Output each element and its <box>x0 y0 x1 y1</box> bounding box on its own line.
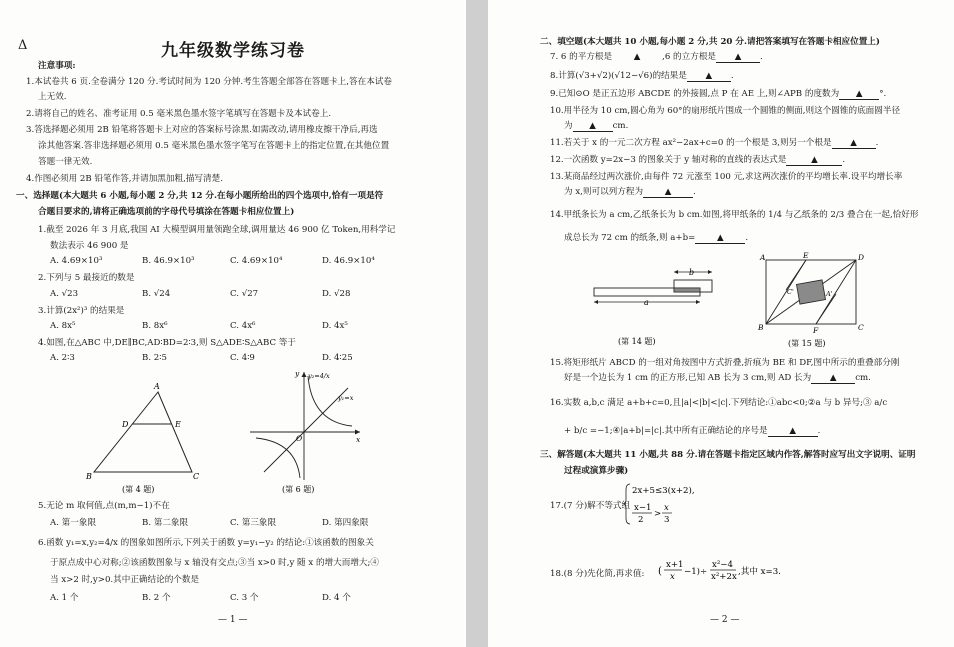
q17-inequality-system <box>624 480 744 528</box>
figure-15-rectangle <box>758 250 868 350</box>
answer-blank: ▲ <box>832 138 876 149</box>
q18-expression <box>658 556 798 590</box>
q5-option-c: C. 第三象限 <box>230 518 277 528</box>
figure-4-triangle <box>80 380 210 495</box>
notice-line: 涂其他答案.答非选择题必须用 0.5 毫米黑色墨水签字笔写在答题卡上的指定位置,在其他位置 <box>38 141 390 151</box>
fig15-caption: (第 15 题) <box>788 339 826 348</box>
fig15-label-e: E <box>803 251 809 260</box>
fig15-label-f: F <box>813 326 819 335</box>
q5-option-a: A. 第一象限 <box>50 518 97 528</box>
fig6-origin: O <box>296 434 303 443</box>
q1-option-d: D. 46.9×10⁴ <box>322 256 375 266</box>
q4-option-d: D. 4∶25 <box>322 353 353 363</box>
question-14: 14.甲纸条长为 a cm,乙纸条长为 b cm.如图,将甲纸条的 1/4 与乙纸条的 2/3 叠合在一起,恰好形 <box>550 210 919 220</box>
question-6: 6.函数 y₁=x,y₂=4/x 的图象如图所示,下列关于函数 y=y₁−y₂ 的结论:①该函数的图象关 <box>38 538 374 548</box>
q4-option-c: C. 4∶9 <box>230 353 255 363</box>
answer-blank: ▲ <box>811 373 855 384</box>
question-13: 为 x,则可以列方程为 ▲ . <box>564 187 696 197</box>
fig14-label-a: a <box>644 298 649 307</box>
svg-text:−1)÷: −1)÷ <box>684 567 708 577</box>
q6-option-c: C. 3 个 <box>230 593 259 603</box>
question-12: 12.一次函数 y=2x−3 的图象关于 y 轴对称的直线的表达式是 ▲ . <box>550 155 846 165</box>
q17-eq1: 2x+5≤3(x+2), <box>632 486 695 496</box>
q18-den2: x²+2x <box>711 572 737 582</box>
q2-option-c: C. √27 <box>230 289 259 299</box>
q17-den1: 2 <box>638 515 644 525</box>
answer-blank: ▲ <box>716 52 760 63</box>
fig14-caption: (第 14 题) <box>618 337 656 346</box>
question-10: 10.用半径为 10 cm,圆心角为 60°的扇形纸片围成一个圆锥的侧面,则这个圆锥的底面圆半径 <box>550 106 901 116</box>
answer-blank: ▲ <box>695 233 745 244</box>
answer-blank: ▲ <box>786 155 842 166</box>
question-9: 9.已知⊙O 是正五边形 ABCDE 的外接圆,点 P 在 AE 上,则∠APB 的度数为 ▲ °. <box>550 89 887 99</box>
q1-option-c: C. 4.69×10⁴ <box>230 256 283 266</box>
fig6-label-y2: y₂=4/x <box>308 372 330 380</box>
question-2: 2.下列与 5 最接近的数是 <box>38 273 135 283</box>
figure-6-graph <box>244 366 374 494</box>
notice-line: 上无效. <box>38 92 67 102</box>
q5-option-d: D. 第四象限 <box>322 518 369 528</box>
question-7: 7. 6 的平方根是 ▲ ,6 的立方根是 ▲ . <box>550 49 763 66</box>
q3-option-b: B. 8x⁶ <box>142 321 168 331</box>
q2-option-a: A. √23 <box>50 289 79 299</box>
q6-option-b: B. 2 个 <box>142 593 171 603</box>
question-18-label: 18.(8 分)先化简,再求值: <box>550 569 645 579</box>
fig14-label-b: b <box>689 268 695 277</box>
section-three-heading: 三、解答题(本大题共 11 小题,共 88 分.请在答题卡指定区域内作答,解答时应写出文字说明、证明 <box>540 450 916 460</box>
notice-heading: 注意事项: <box>38 61 76 71</box>
fig15-label-b: B <box>758 323 764 332</box>
q18-tail: ,其中 x=3. <box>738 567 781 577</box>
fig6-axis-x: x <box>356 435 361 444</box>
q3-option-c: C. 4x⁶ <box>230 321 256 331</box>
answer-blank: ▲ <box>839 89 879 100</box>
notice-line: 2.请将自己的姓名、准考证用 0.5 毫米黑色墨水签字笔填写在答题卡及本试卷上. <box>26 109 332 119</box>
question-15: 15.将矩形纸片 ABCD 的一组对角按图中方式折叠,折痕为 BE 和 DF,图中所示的重叠部分刚 <box>550 358 900 368</box>
section-two-heading: 二、填空题(本大题共 10 小题,每小题 2 分,共 20 分.请把答案填写在答题卡相应位置上) <box>540 37 880 47</box>
question-1: 数法表示 46 900 是 <box>50 241 129 251</box>
q4-option-a: A. 2∶3 <box>50 353 75 363</box>
question-8: 8.计算(√3+√2)(√12−√6)的结果是 ▲ . <box>550 71 734 81</box>
page-number: — 2 — <box>710 615 740 625</box>
q1-option-b: B. 46.9×10³ <box>142 256 195 266</box>
question-13: 13.某商品经过两次涨价,由每件 72 元涨至 100 元,求这两次涨价的平均增长率.设平均增长率 <box>550 172 903 182</box>
notice-line: 4.作图必须用 2B 铅笔作答,并请加黑加粗,描写清楚. <box>26 174 223 184</box>
q18-den1: x <box>670 572 675 582</box>
page-title: 九年级数学练习卷 <box>161 41 305 61</box>
section-one-heading: 一、选择题(本大题共 6 小题,每小题 2 分,共 12 分.在每小题所给出的四个选项中,恰有一项是符 <box>16 191 384 201</box>
fig4-caption: (第 4 题) <box>122 485 155 494</box>
answer-blank: ▲ <box>573 121 613 132</box>
fig6-label-y1: y₁=x <box>338 394 354 402</box>
question-6: 当 x>2 时,y>0.其中正确结论的个数是 <box>50 575 200 585</box>
q3-option-d: D. 4x⁵ <box>322 321 348 331</box>
fig4-label-b: B <box>86 472 92 481</box>
q1-option-a: A. 4.69×10³ <box>50 256 103 266</box>
question-3: 3.计算(2x²)³ 的结果是 <box>38 306 125 316</box>
question-16: + b/c =−1;④|a+b|=|c|.其中所有正确结论的序号是 ▲ . <box>564 426 821 436</box>
figure-14-strips <box>588 262 738 352</box>
answer-blank: ▲ <box>633 52 641 62</box>
fig4-label-c: C <box>193 472 200 481</box>
fig6-axis-y: y <box>295 369 300 378</box>
page-number: — 1 — <box>218 615 248 625</box>
notice-line: 1.本试卷共 6 页.全卷满分 120 分.考试时间为 120 分钟.考生答题全部答在答题卡上,答在本试卷 <box>26 77 392 87</box>
q17-num1: x−1 <box>634 503 652 513</box>
question-16: 16.实数 a,b,c 满足 a+b+c=0,且|a|<|b|<|c|.下列结论:①abc<0;②a 与 b 异号;③ a/c <box>550 398 888 408</box>
q18-num1: x+1 <box>666 560 684 570</box>
fig15-label-a-prime: A' <box>826 290 833 298</box>
question-5: 5.无论 m 取何值,点(m,m−1)不在 <box>38 501 170 511</box>
answer-blank: ▲ <box>768 426 818 437</box>
fig15-label-d: D <box>858 253 865 262</box>
q2-option-d: D. √28 <box>322 289 351 299</box>
question-4: 4.如图,在△ABC 中,DE∥BC,AD∶BD=2∶3,则 S△ADE∶S△ABC 等于 <box>38 338 296 348</box>
q3-option-a: A. 8x⁵ <box>50 321 76 331</box>
page-gap <box>466 0 488 647</box>
question-17-label: 17.(7 分)解不等式组 <box>550 501 631 511</box>
notice-line: 答题一律无效. <box>38 157 93 167</box>
q18-num2: x²−4 <box>712 560 733 570</box>
q6-option-d: D. 4 个 <box>322 593 351 603</box>
section-one-heading: 合题目要求的,请将正确选项前的字母代号填涂在答题卡相应位置上) <box>38 207 295 217</box>
fig15-label-c: C <box>858 323 864 332</box>
fig4-label-e: E <box>175 420 181 429</box>
fig15-label-c-prime: C' <box>787 288 794 296</box>
question-14: 成总长为 72 cm 的纸条,则 a+b= ▲ . <box>564 233 749 243</box>
q17-num2: x <box>664 503 669 513</box>
q6-option-a: A. 1 个 <box>50 593 79 603</box>
question-15: 好是一个边长为 1 cm 的正方形,已知 AB 长为 3 cm,则 AD 长为 ▲ cm. <box>564 373 871 383</box>
section-three-heading: 过程或演算步骤) <box>564 466 629 476</box>
corner-mark: Δ <box>18 38 28 53</box>
answer-blank: ▲ <box>687 71 731 82</box>
fig4-label-a: A <box>154 382 160 391</box>
q17-den2: 3 <box>664 515 670 525</box>
fig4-label-d: D <box>122 420 129 429</box>
q17-gt: > <box>654 509 662 519</box>
answer-blank: ▲ <box>643 187 693 198</box>
question-1: 1.截至 2026 年 3 月底,我国 AI 大模型调用量领跑全球,调用量达 46 900 亿 Token,用科学记 <box>38 225 396 235</box>
q5-option-b: B. 第二象限 <box>142 518 189 528</box>
page-one <box>0 0 466 647</box>
q2-option-b: B. √24 <box>142 289 171 299</box>
notice-line: 3.答选择题必须用 2B 铅笔将答题卡上对应的答案标号涂黑.如需改动,请用橡皮擦干净后,再选 <box>26 125 378 135</box>
question-10: 为 ▲ cm. <box>564 121 629 131</box>
question-11: 11.若关于 x 的一元二次方程 ax²−2ax+c=0 的一个根是 3,则另一个根是 ▲ . <box>550 138 879 148</box>
q4-option-b: B. 2∶5 <box>142 353 167 363</box>
svg-text:(: ( <box>658 566 662 577</box>
question-6: 于原点成中心对称;②该函数图象与 x 轴没有交点;③当 x>0 时,y 随 x 的增大而增大;④ <box>50 558 380 568</box>
page-two <box>488 0 954 647</box>
fig15-label-a: A <box>760 253 766 262</box>
fig6-caption: (第 6 题) <box>282 485 315 494</box>
